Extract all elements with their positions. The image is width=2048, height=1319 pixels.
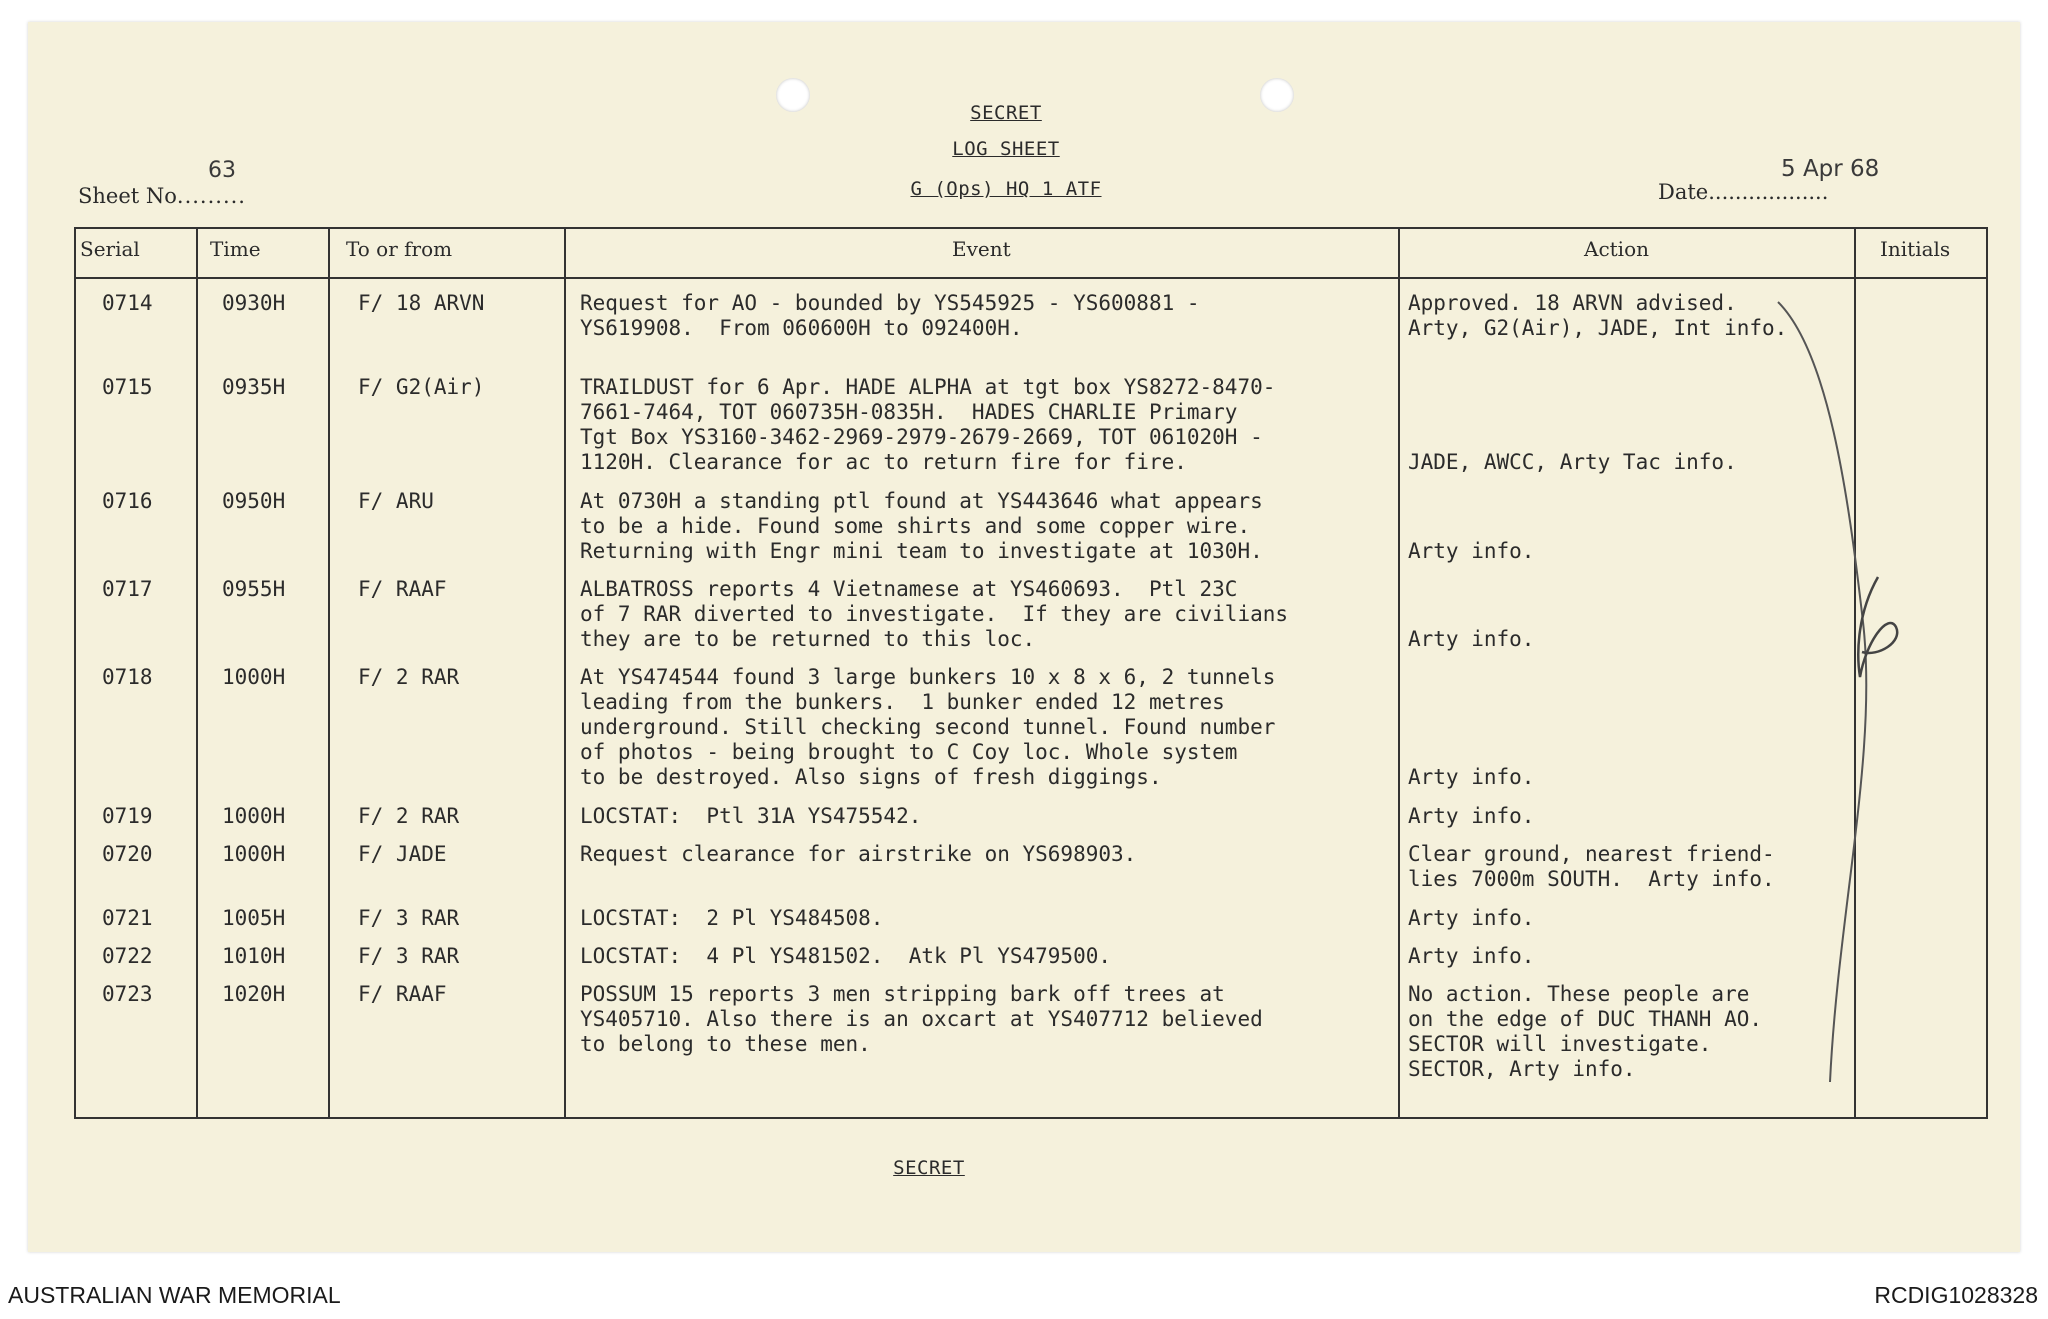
classification-top: SECRET (970, 102, 1042, 124)
col-header-serial: Serial (80, 237, 140, 261)
row-time: 0935H (222, 375, 286, 399)
row-event: ALBATROSS reports 4 Vietnamese at YS460693. Ptl 23C of 7 RAR diverted to investigate. If they are civilians they are to be returned to this loc. (580, 577, 1289, 651)
row-time: 1010H (222, 944, 286, 968)
row-serial: 0716 (102, 489, 153, 513)
row-serial: 0721 (102, 906, 153, 930)
row-action: Clear ground, nearest friend- lies 7000m SOUTH. Arty info. (1408, 842, 1775, 891)
row-action: Arty info. (1408, 944, 1535, 968)
row-tofrom: F/ 3 RAR (358, 906, 460, 930)
row-tofrom: F/ RAAF (358, 577, 447, 601)
column-divider (196, 229, 198, 1117)
row-serial: 0714 (102, 291, 153, 315)
row-action: Approved. 18 ARVN advised. Arty, G2(Air), JADE, Int info. (1408, 291, 1788, 340)
column-divider (328, 229, 330, 1117)
row-serial: 0717 (102, 577, 153, 601)
row-time: 0955H (222, 577, 286, 601)
row-action: No action. These people are on the edge of DUC THANH AO. SECTOR will investigate. SECTOR, Arty info. (1408, 982, 1763, 1081)
col-header-action: Action (1584, 237, 1649, 261)
source-caption: AUSTRALIAN WAR MEMORIAL (8, 1282, 341, 1308)
sheet-value: 63 (208, 158, 236, 183)
column-divider (1398, 229, 1400, 1117)
row-time: 1020H (222, 982, 286, 1006)
classification-bottom: SECRET (893, 1157, 965, 1179)
col-header-event: Event (952, 237, 1011, 261)
row-time: 1000H (222, 842, 286, 866)
row-tofrom: F/ RAAF (358, 982, 447, 1006)
row-serial: 0722 (102, 944, 153, 968)
row-serial: 0718 (102, 665, 153, 689)
date-field: Date.................. 5 Apr 68 (1658, 156, 1880, 204)
row-time: 0950H (222, 489, 286, 513)
row-action: Arty info. (1408, 539, 1535, 563)
row-serial: 0715 (102, 375, 153, 399)
sheet-label: Sheet No (78, 184, 177, 208)
row-tofrom: F/ 2 RAR (358, 804, 460, 828)
row-tofrom: F/ 3 RAR (358, 944, 460, 968)
row-action: Arty info. (1408, 906, 1535, 930)
document-page (28, 22, 2020, 1252)
initials-signature-icon (1848, 572, 1908, 682)
row-action: Arty info. (1408, 765, 1535, 789)
row-event: LOCSTAT: 2 Pl YS484508. (580, 906, 884, 930)
reference-id: RCDIG1028328 (1874, 1282, 2038, 1308)
date-label: Date (1658, 180, 1709, 204)
row-event: At 0730H a standing ptl found at YS443646 what appears to be a hide. Found some shirts and some copper wire. Returning with Engr mini team to investigate at 1030H. (580, 489, 1263, 563)
row-serial: 0723 (102, 982, 153, 1006)
document-title: LOG SHEET (952, 138, 1060, 160)
row-tofrom: F/ JADE (358, 842, 447, 866)
row-time: 1000H (222, 804, 286, 828)
row-action: Arty info. (1408, 627, 1535, 651)
row-serial: 0719 (102, 804, 153, 828)
row-event: LOCSTAT: Ptl 31A YS475542. (580, 804, 922, 828)
row-event: LOCSTAT: 4 Pl YS481502. Atk Pl YS479500. (580, 944, 1112, 968)
col-header-tofrom: To or from (346, 237, 453, 261)
row-serial: 0720 (102, 842, 153, 866)
log-table (74, 227, 1988, 1119)
row-event: Request for AO - bounded by YS545925 - YS600881 - YS619908. From 060600H to 092400H. (580, 291, 1200, 340)
col-header-initials: Initials (1880, 237, 1951, 261)
handwritten-bracket (1768, 292, 1888, 1092)
column-divider (564, 229, 566, 1117)
row-event: TRAILDUST for 6 Apr. HADE ALPHA at tgt box YS8272-8470- 7661-7464, TOT 060735H-0835H. HADES CHARLIE Primary Tgt Box YS3160-3462-2969-2979-2679-2669, TOT 061020H - 1120H. Clearance for ac to return fire for fire. (580, 375, 1276, 474)
row-time: 1005H (222, 906, 286, 930)
row-tofrom: F/ G2(Air) (358, 375, 485, 399)
row-time: 1000H (222, 665, 286, 689)
header-divider (76, 277, 1986, 279)
sheet-number: Sheet No......... 63 (78, 158, 246, 208)
col-header-time: Time (210, 237, 261, 261)
row-event: Request clearance for airstrike on YS698903. (580, 842, 1137, 866)
unit-heading: G (Ops) HQ 1 ATF (910, 178, 1102, 200)
row-time: 0930H (222, 291, 286, 315)
row-action: JADE, AWCC, Arty Tac info. (1408, 450, 1737, 474)
row-tofrom: F/ ARU (358, 489, 434, 513)
row-tofrom: F/ 2 RAR (358, 665, 460, 689)
row-event: At YS474544 found 3 large bunkers 10 x 8 x 6, 2 tunnels leading from the bunkers. 1 bunker ended 12 metres underground. Still checking second tunnel. Found number of photos - being brought to C Coy loc. Whole system to be destroyed. Also signs of fresh diggings. (580, 665, 1276, 789)
row-tofrom: F/ 18 ARVN (358, 291, 485, 315)
date-value: 5 Apr 68 (1781, 156, 1880, 182)
row-action: Arty info. (1408, 804, 1535, 828)
row-event: POSSUM 15 reports 3 men stripping bark off trees at YS405710. Also there is an oxcart at YS407712 believed to belong to these men. (580, 982, 1263, 1056)
